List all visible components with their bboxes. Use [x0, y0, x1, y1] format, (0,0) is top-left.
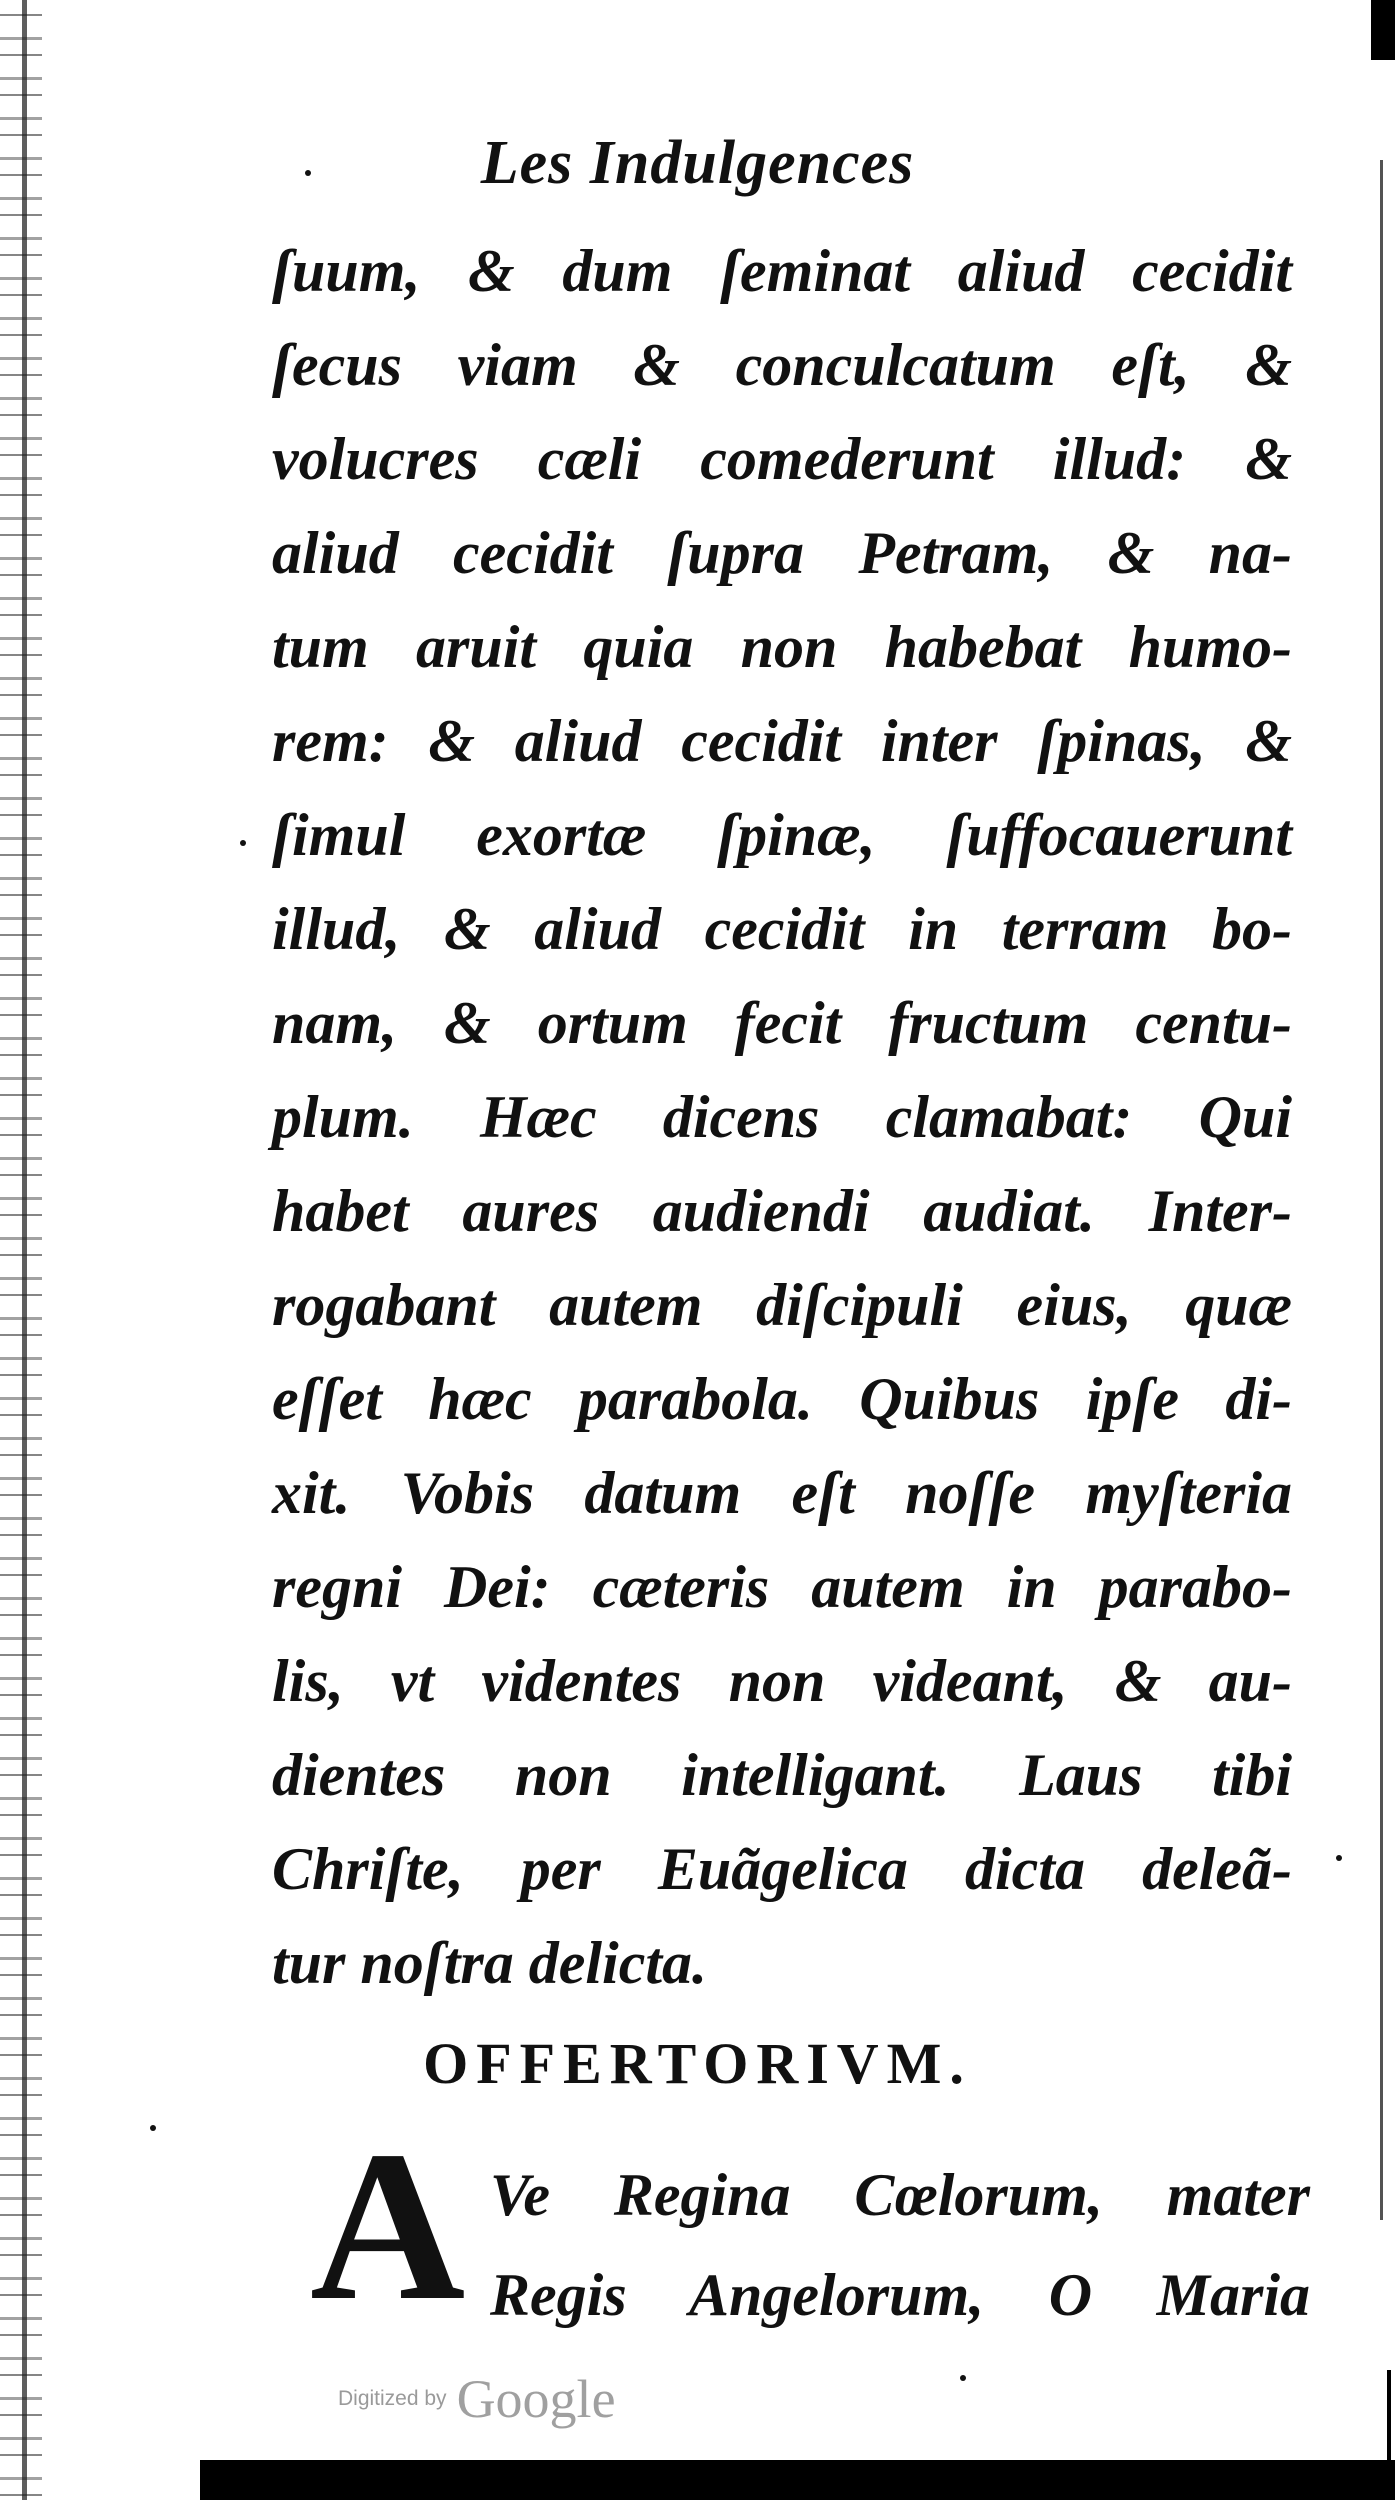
ink-speck: [1336, 1855, 1342, 1861]
scan-edge-right-line: [1380, 160, 1383, 2220]
text-line: volucres cæli comederunt illud: &: [272, 426, 1292, 492]
gospel-text: [272, 224, 1292, 2010]
text-line: Regis Angelorum, O Maria: [490, 2262, 1310, 2328]
watermark-prefix: Digitized by: [338, 2387, 447, 2410]
scan-edge-top-right: [1371, 0, 1395, 60]
scan-edge-right-mark: [1387, 2370, 1391, 2470]
text-line: eſſet hæc parabola. Quibus ipſe di-: [272, 1366, 1292, 1432]
text-line: plum. Hæc dicens clamabat: Qui: [272, 1084, 1292, 1150]
section-title: OFFERTORIVM.: [423, 2031, 972, 2096]
digitized-watermark: [338, 2368, 616, 2430]
ink-speck: [150, 2125, 156, 2131]
text-line: illud, & aliud cecidit in terram bo-: [272, 896, 1292, 962]
scan-edge-left-line: [22, 0, 27, 2500]
scan-edge-left: [0, 0, 42, 2500]
text-line: nam, & ortum fecit fructum centu-: [272, 990, 1292, 1056]
text-line: xit. Vobis datum eſt noſſe myſteria: [272, 1460, 1292, 1526]
offertorium-text: [490, 2145, 1310, 2345]
text-line: ſuum, & dum ſeminat aliud cecidit: [272, 238, 1292, 304]
text-line: lis, vt videntes non videant, & au-: [272, 1648, 1292, 1714]
text-line: habet aures audiendi audiat. Inter-: [272, 1178, 1292, 1244]
scan-edge-bottom: [200, 2460, 1395, 2500]
ink-speck: [960, 2375, 966, 2381]
text-line: regni Dei: cæteris autem in parabo-: [272, 1554, 1292, 1620]
text-line: Ve Regina Cœlorum, mater: [490, 2162, 1310, 2228]
text-line: ſecus viam & conculcatum eſt, &: [272, 332, 1292, 398]
text-line: dientes non intelligant. Laus tibi: [272, 1742, 1292, 1808]
text-line: rogabant autem diſcipuli eius, quæ: [272, 1272, 1292, 1338]
text-line: tur noſtra delicta.: [272, 1930, 708, 1996]
running-head: Les Indulgences: [480, 129, 915, 197]
text-line: aliud cecidit ſupra Petram, & na-: [272, 520, 1292, 586]
drop-cap: A: [310, 2106, 466, 2345]
text-line: Chriſte, per Euãgelica dicta deleã-: [272, 1836, 1292, 1902]
text-line: rem: & aliud cecidit inter ſpinas, &: [272, 708, 1292, 774]
ink-speck: [240, 840, 246, 846]
google-logo: Google: [456, 2369, 616, 2429]
text-line: tum aruit quia non habebat humo-: [272, 614, 1292, 680]
text-line: ſimul exortæ ſpinæ, ſuffocauerunt: [272, 802, 1292, 868]
